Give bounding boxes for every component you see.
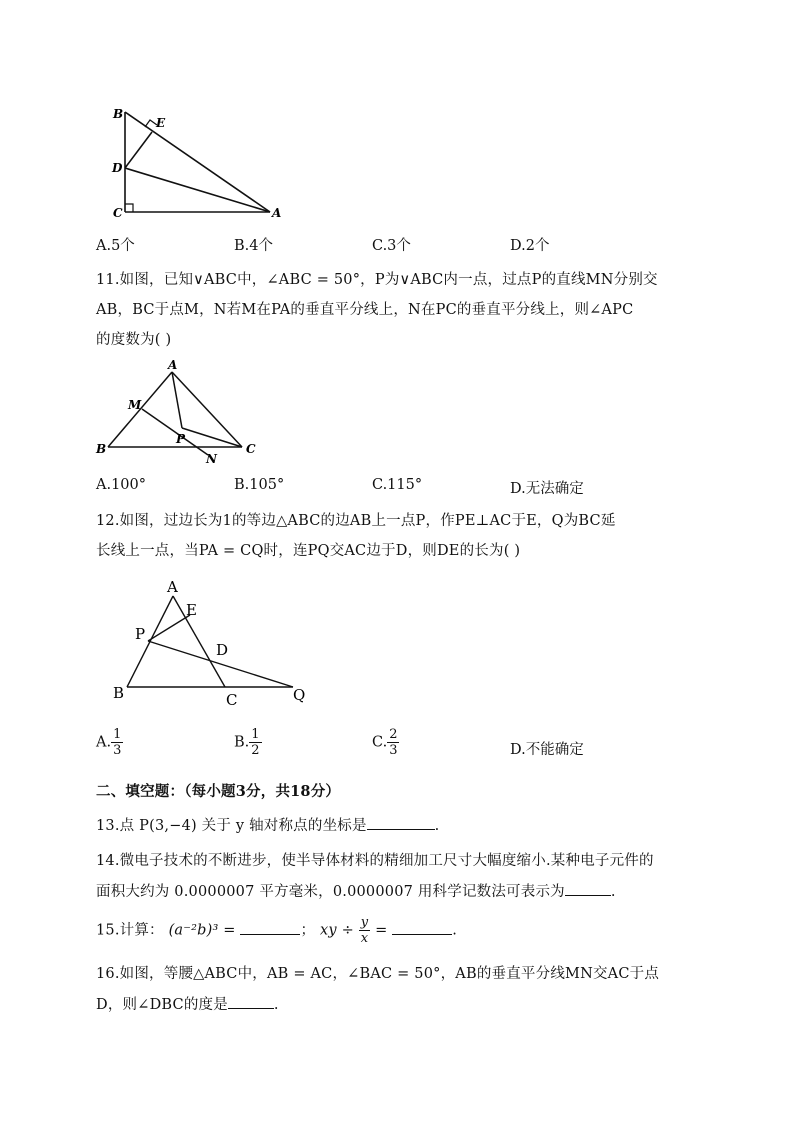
q11-option-d: D.无法确定 [510, 481, 584, 497]
q12-option-a: A. $\frac{1}{3}$ [96, 727, 122, 758]
q10-option-d: D.2个 [510, 238, 550, 254]
q11-figure [90, 355, 270, 467]
q11-label-C: C [246, 442, 256, 456]
q12-label-Q: Q [293, 686, 306, 704]
q16-text-line1: 16.如图，等腰△ABC中，AB = AC，∠BAC = 50°，AB的垂直平分线MN交AC于点 [96, 966, 660, 982]
section-2-heading: 二、填空题：（每小题3分，共18分） [96, 783, 341, 800]
q12-option-c: C. $\frac{2}{3}$ [372, 727, 398, 758]
q10-option-b: B.4个 [234, 238, 273, 254]
q11-text-line3: 的度数为( ) [96, 332, 172, 348]
q10-option-a: A.5个 [96, 238, 135, 254]
q16-text-line2: D，则∠DBC的度是 . [96, 993, 279, 1014]
q12-text-line1: 12.如图，过边长为1的等边△ABC的边AB上一点P，作PE⊥AC于E，Q为BC延 [96, 513, 616, 529]
q12-label-P: P [135, 625, 146, 643]
q11-label-N: N [206, 452, 217, 466]
q12-option-d: D.不能确定 [510, 742, 584, 758]
q13-text: 13.点 P(3,−4) 关于 y 轴对称点的坐标是 . [96, 814, 439, 835]
q10-label-E: E [156, 116, 166, 130]
q12-label-E: E [186, 601, 197, 619]
q12-figure [105, 572, 325, 712]
q11-text-line2: AB，BC于点M，N若M在PA的垂直平分线上，N在PC的垂直平分线上，则∠APC [96, 302, 634, 318]
q11-label-P: P [176, 432, 186, 446]
q11-text-line1: 11.如图，已知∨ABC中，∠ABC = 50°，P为∨ABC内一点，过点P的直线MN分别交 [96, 272, 658, 288]
q13-answer-blank[interactable] [367, 815, 435, 830]
q11-label-B: B [96, 442, 107, 456]
q11-label-A: A [168, 358, 178, 372]
q12-label-A: A [167, 578, 178, 596]
q15-text: 15.计算： (a⁻²b)³ = ； xy ÷ $\frac{y}{x}$ = . [96, 915, 458, 946]
q10-figure [100, 100, 300, 225]
q16-answer-blank[interactable] [228, 994, 274, 1009]
q14-answer-blank[interactable] [565, 881, 611, 896]
q10-label-B: B [113, 107, 124, 121]
q15-answer-blank-1[interactable] [240, 920, 300, 935]
q10-label-C: C [113, 206, 123, 220]
q11-option-c: C.115° [372, 477, 423, 493]
q10-option-c: C.3个 [372, 238, 411, 254]
q12-label-B: B [113, 684, 125, 702]
q14-text-line2: 面积大约为 0.0000007 平方毫米，0.0000007 用科学记数法可表示为 . [96, 880, 616, 901]
q15-answer-blank-2[interactable] [392, 920, 452, 935]
q12-option-b: B. $\frac{1}{2}$ [234, 727, 260, 758]
q12-label-C: C [226, 691, 238, 709]
q11-option-b: B.105° [234, 477, 285, 493]
q14-text-line1: 14.微电子技术的不断进步，使半导体材料的精细加工尺寸大幅度缩小.某种电子元件的 [96, 853, 654, 869]
q11-label-M: M [128, 398, 142, 412]
q10-label-A: A [272, 206, 282, 220]
q12-label-D: D [216, 641, 229, 659]
q10-label-D: D [112, 161, 123, 175]
q12-text-line2: 长线上一点，当PA = CQ时，连PQ交AC边于D，则DE的长为( ) [96, 543, 521, 559]
q11-option-a: A.100° [96, 477, 147, 493]
